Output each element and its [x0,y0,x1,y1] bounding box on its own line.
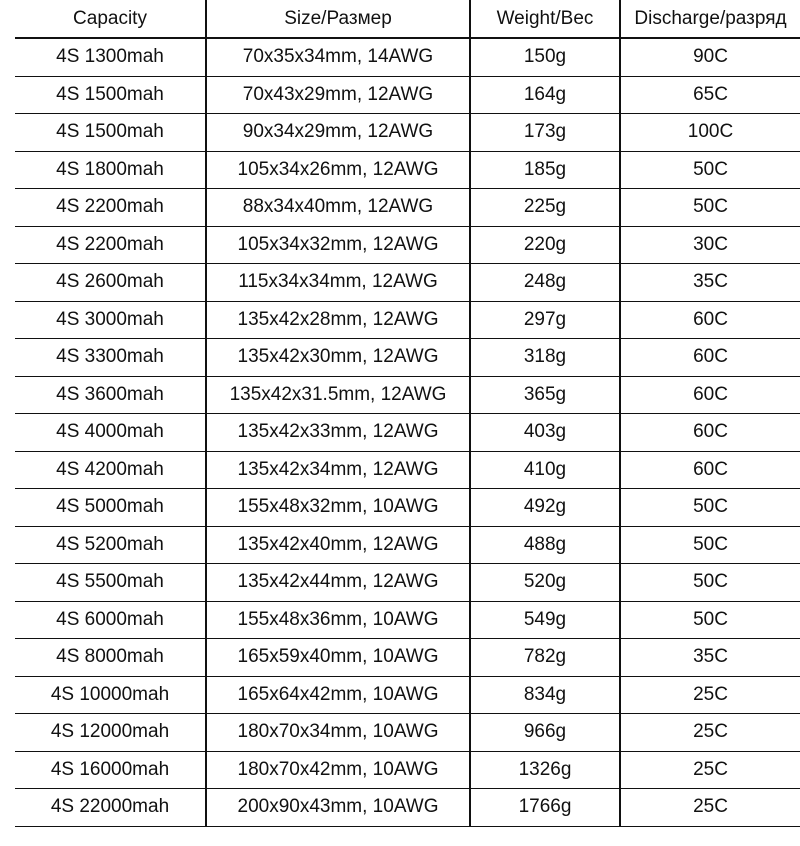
cell-discharge: 25C [620,676,800,714]
cell-size: 115x34x34mm, 12AWG [206,264,470,302]
cell-discharge: 60C [620,414,800,452]
table-row [15,451,800,489]
battery-spec-table [15,0,800,827]
cell-size: 105x34x32mm, 12AWG [206,226,470,264]
table-row [15,489,800,527]
table-row [15,301,800,339]
table-row [15,376,800,414]
cell-capacity: 4S 1500mah [15,76,206,114]
cell-size: 70x43x29mm, 12AWG [206,76,470,114]
cell-discharge: 50C [620,189,800,227]
cell-size: 155x48x32mm, 10AWG [206,489,470,527]
header-row [15,0,800,38]
cell-discharge: 50C [620,151,800,189]
cell-size: 180x70x42mm, 10AWG [206,751,470,789]
cell-discharge: 50C [620,601,800,639]
table-row [15,151,800,189]
cell-weight: 403g [470,414,620,452]
cell-weight: 225g [470,189,620,227]
cell-weight: 164g [470,76,620,114]
cell-discharge: 100C [620,114,800,152]
cell-size: 135x42x40mm, 12AWG [206,526,470,564]
cell-size: 135x42x33mm, 12AWG [206,414,470,452]
cell-weight: 782g [470,639,620,677]
cell-capacity: 4S 2200mah [15,226,206,264]
cell-capacity: 4S 4000mah [15,414,206,452]
cell-discharge: 60C [620,451,800,489]
table-row [15,76,800,114]
table-body [15,38,800,826]
table-row [15,526,800,564]
cell-size: 70x35x34mm, 14AWG [206,38,470,76]
cell-capacity: 4S 22000mah [15,789,206,827]
cell-size: 135x42x31.5mm, 12AWG [206,376,470,414]
cell-weight: 318g [470,339,620,377]
cell-discharge: 25C [620,714,800,752]
cell-discharge: 60C [620,339,800,377]
cell-weight: 966g [470,714,620,752]
table-row [15,714,800,752]
cell-size: 200x90x43mm, 10AWG [206,789,470,827]
table-row [15,226,800,264]
cell-capacity: 4S 5200mah [15,526,206,564]
cell-discharge: 35C [620,639,800,677]
cell-discharge: 50C [620,526,800,564]
cell-discharge: 65C [620,76,800,114]
cell-size: 135x42x28mm, 12AWG [206,301,470,339]
cell-discharge: 60C [620,376,800,414]
cell-capacity: 4S 1300mah [15,38,206,76]
header-capacity: Capacity [15,0,206,38]
table-row [15,114,800,152]
cell-capacity: 4S 12000mah [15,714,206,752]
cell-capacity: 4S 4200mah [15,451,206,489]
table-row [15,751,800,789]
cell-discharge: 50C [620,489,800,527]
cell-size: 165x64x42mm, 10AWG [206,676,470,714]
cell-weight: 1766g [470,789,620,827]
cell-capacity: 4S 3000mah [15,301,206,339]
cell-size: 105x34x26mm, 12AWG [206,151,470,189]
cell-weight: 488g [470,526,620,564]
table-header [15,0,800,38]
cell-weight: 410g [470,451,620,489]
cell-discharge: 30C [620,226,800,264]
table-row [15,601,800,639]
cell-capacity: 4S 2200mah [15,189,206,227]
table-row [15,639,800,677]
cell-weight: 173g [470,114,620,152]
cell-weight: 1326g [470,751,620,789]
cell-discharge: 90C [620,38,800,76]
cell-weight: 365g [470,376,620,414]
cell-capacity: 4S 10000mah [15,676,206,714]
table-row [15,564,800,602]
cell-size: 135x42x44mm, 12AWG [206,564,470,602]
cell-capacity: 4S 2600mah [15,264,206,302]
cell-capacity: 4S 3300mah [15,339,206,377]
table-row [15,264,800,302]
cell-capacity: 4S 16000mah [15,751,206,789]
cell-capacity: 4S 5000mah [15,489,206,527]
table-row [15,789,800,827]
cell-weight: 248g [470,264,620,302]
cell-capacity: 4S 6000mah [15,601,206,639]
cell-size: 90x34x29mm, 12AWG [206,114,470,152]
cell-discharge: 25C [620,751,800,789]
cell-capacity: 4S 1800mah [15,151,206,189]
cell-weight: 185g [470,151,620,189]
cell-weight: 834g [470,676,620,714]
header-weight: Weight/Вес [470,0,620,38]
cell-weight: 297g [470,301,620,339]
table-row [15,414,800,452]
cell-size: 155x48x36mm, 10AWG [206,601,470,639]
cell-size: 165x59x40mm, 10AWG [206,639,470,677]
cell-capacity: 4S 3600mah [15,376,206,414]
table-row [15,339,800,377]
cell-capacity: 4S 5500mah [15,564,206,602]
table-row [15,38,800,76]
cell-size: 88x34x40mm, 12AWG [206,189,470,227]
cell-capacity: 4S 8000mah [15,639,206,677]
cell-size: 180x70x34mm, 10AWG [206,714,470,752]
cell-weight: 549g [470,601,620,639]
header-discharge: Discharge/разряд [620,0,800,38]
cell-weight: 492g [470,489,620,527]
cell-weight: 220g [470,226,620,264]
cell-discharge: 60C [620,301,800,339]
cell-size: 135x42x30mm, 12AWG [206,339,470,377]
cell-discharge: 50C [620,564,800,602]
cell-weight: 150g [470,38,620,76]
cell-discharge: 35C [620,264,800,302]
header-size: Size/Размер [206,0,470,38]
table-row [15,189,800,227]
cell-weight: 520g [470,564,620,602]
cell-capacity: 4S 1500mah [15,114,206,152]
cell-size: 135x42x34mm, 12AWG [206,451,470,489]
cell-discharge: 25C [620,789,800,827]
table-row [15,676,800,714]
